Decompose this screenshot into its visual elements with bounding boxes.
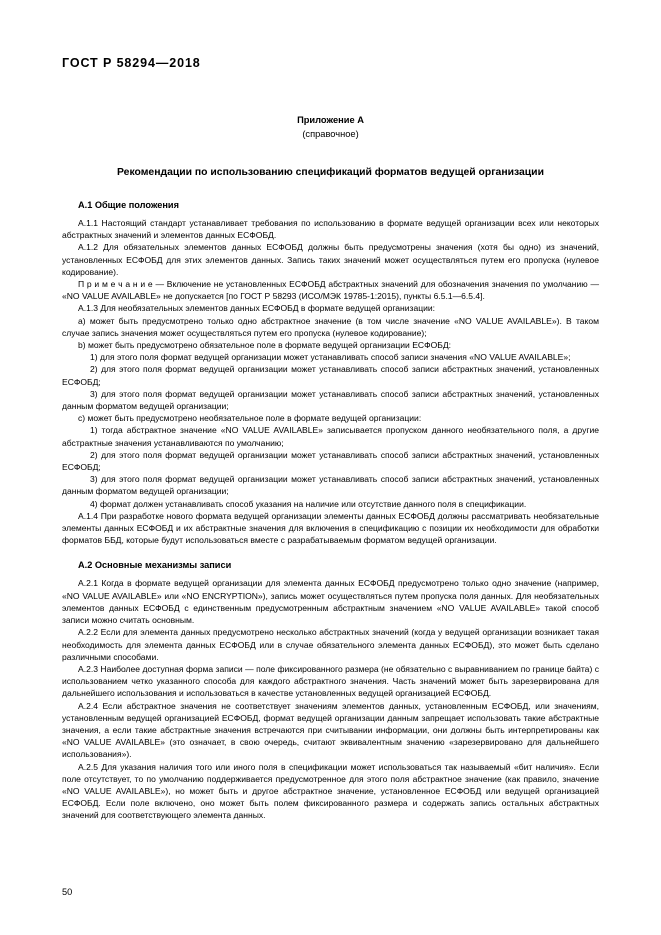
page-header: ГОСТ Р 58294—2018 — [62, 56, 201, 70]
list-item: 4) формат должен устанавливать способ указания на наличие или отсутствие данного поля в спецификации. — [90, 498, 527, 509]
list-item: 2) для этого поля формат ведущей организации может устанавливать способ записи абстрактных значений, установленных ЕСФОБД; — [62, 364, 599, 387]
list-item: 1) для этого поля формат ведущей организации может устанавливать способ записи значения «NO VALUE AVAILABLE»; — [90, 352, 571, 363]
paragraph: А.1.3 Для необязательных элементов данных ЕСФОБД в формате ведущей организации: — [78, 303, 436, 314]
page-title: Рекомендации по использованию спецификаций форматов ведущей организации — [117, 167, 544, 178]
paragraph: А.2.5 Для указания наличия того или иного поля в спецификации может использоваться так называемый «бит наличия». Если поле отсутствует, то по умолчанию поддерживается предусмотренное для этого поля абстрактное значение (как правило, значение «NO VALUE AVAILABLE»), но может быть и другое абстрактное значение, установленное ЕСФОБД или ведущей организацией ЕСФОБД. Если поле включено, оно может быть полем фиксированного размера и содержать запись остальных абстрактных значений для соответствующего элемента данных. — [62, 761, 599, 821]
paragraph: А.1.1 Настоящий стандарт устанавливает требования по использованию в формате ведущей организации всех или некоторых абстрактных значений и элементов данных ЕСФОБД. — [62, 218, 599, 241]
list-item: c) может быть предусмотрено необязательное поле в формате ведущей организации: — [78, 413, 422, 424]
note-paragraph: П р и м е ч а н и е — Включение не установленных ЕСФОБД абстрактных значений для обозначения значения по умолчанию — «NO VALUE AVAILABLE» не допускается [по ГОСТ Р 58293 (ИСО/МЭК 19785-1:2015), пункты 6.5.1—6.5.4]. — [62, 279, 599, 302]
annex-subtitle: (справочное) — [302, 128, 359, 139]
page-number: 50 — [62, 887, 73, 897]
section-heading-a2: А.2 Основные механизмы записи — [78, 560, 232, 571]
annex-title: Приложение А — [297, 115, 364, 125]
list-item: 3) для этого поля формат ведущей организации может устанавливать способ записи абстрактных значений, установленных данным форматом ведущей организации; — [62, 474, 599, 497]
list-item: 1) тогда абстрактное значение «NO VALUE AVAILABLE» записывается пропуском данного необязательного поля, а другие абстрактные значения устанавливаются по умолчанию; — [62, 425, 599, 448]
paragraph: А.1.4 При разработке нового формата ведущей организации элементы данных ЕСФОБД должны рассматривать необязательные элементы данных ЕСФОБД и их абстрактные значения для включения в спецификацию с позиции их необходимости для обработки форматов ББД, которые будут использоваться вместе с разрабатываемым форматом ведущей организации. — [62, 510, 599, 546]
section-heading-a1: А.1 Общие положения — [78, 200, 179, 210]
list-item: b) может быть предусмотрено обязательное поле в формате ведущей организации ЕСФОБД: — [78, 340, 451, 351]
list-item: 3) для этого поля формат ведущей организации может устанавливать способ записи абстрактных значений, установленных данным форматом ведущей организации; — [62, 388, 599, 412]
paragraph: А.2.2 Если для элемента данных предусмотрено несколько абстрактных значений (когда у ведущей организации возникает такая необходимость для элемента данных ЕСФОБД или в случае обязательного элемента данных ЕСФОБД), это может быть сделано различными способами. — [62, 627, 599, 662]
list-item: a) может быть предусмотрено только одно абстрактное значение (в том числе значение «NO VALUE AVAILABLE»). В таком случае запись значения может осуществляться путем его пропуска (нулевое кодирование); — [62, 315, 599, 338]
paragraph: А.1.2 Для обязательных элементов данных ЕСФОБД должны быть предусмотрены значения (хотя бы одно) из значений, установленных ЕСФОБД для этих элементов данных. Запись таких значений может осуществляться путем его пропуска (нулевое кодирование). — [62, 242, 599, 277]
list-item: 2) для этого поля формат ведущей организации может устанавливать способ записи абстрактных значений, установленных ЕСФОБД; — [62, 449, 599, 473]
paragraph: А.2.3 Наиболее доступная форма записи — поле фиксированного размера (не обязательно с выравниванием по границе байта) с использованием четко указанного способа для каждого абстрактного значения. Часть значений может быть зарезервирована для дальнейшего использования и использоваться в качестве установленных ведущей организацией ЕСФОБД. — [62, 663, 599, 699]
paragraph: А.2.1 Когда в формате ведущей организации для элемента данных ЕСФОБД предусмотрено только одно значение (например, «NO VALUE AVAILABLE» или «NO ENCRYPTION»), запись может осуществляться путем пропуска поля данных. Для необязательных элементов данных ЕСФОБД с единственным предусмотренным абстрактным значением «NO VALUE AVAILABLE» такой способ записи можно считать основным. — [62, 578, 599, 626]
paragraph: А.2.4 Если абстрактное значения не соответствует значениям элементов данных, установленным ЕСФОБД, или значениям, установленным ведущей организацией ЕСФОБД, формат ведущей организации данным запрещает использовать такие абстрактные значения, а если такие абстрактные значения встречаются при считывании информации, они должны быть интерпретированы как «NO VALUE AVAILABLE» (это означает, в свою очередь, считают эквивалентным значению «зарезервировано для дальнейшего использования»). — [62, 700, 599, 760]
